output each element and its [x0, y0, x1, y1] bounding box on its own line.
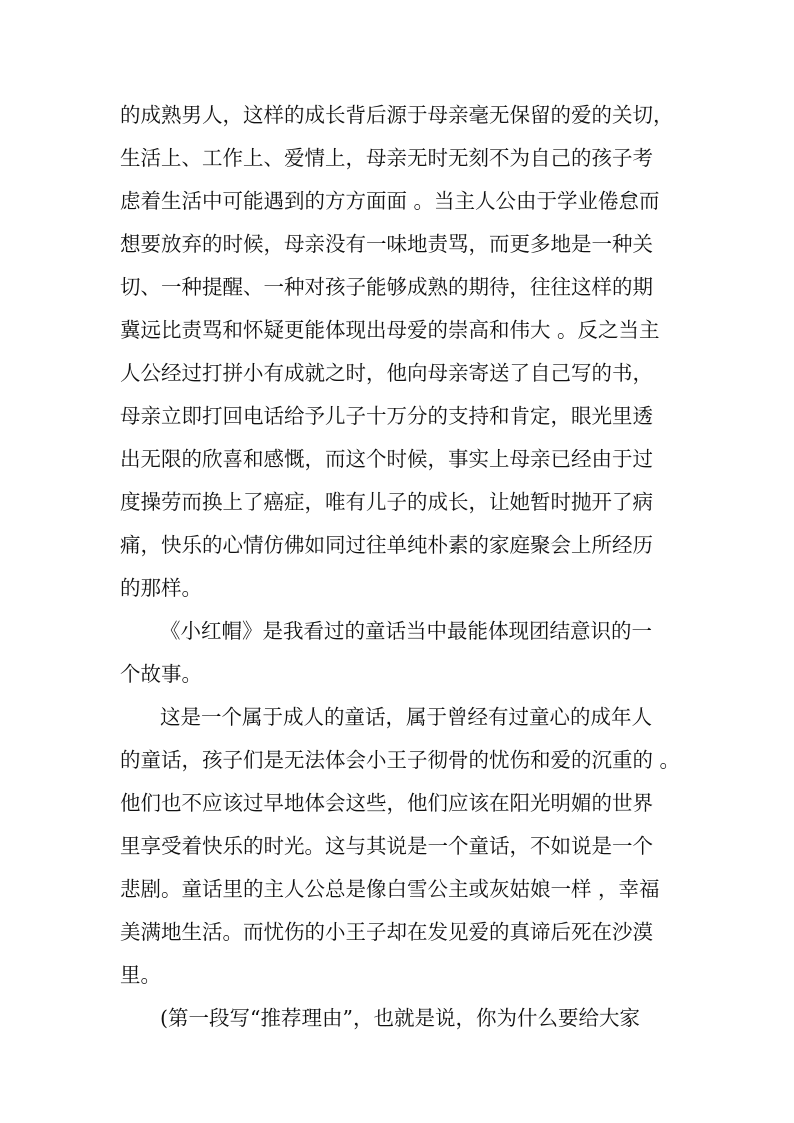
text-line: 里。 [120, 963, 161, 987]
text-line: 的童话，孩子们是无法体会小王子彻骨的忧伤和爱的沉重的 。 [120, 748, 681, 772]
paragraph-first-line: 《小红帽》是我看过的童话当中最能体现团结意识的一 [160, 619, 652, 643]
text-line: 他们也不应该过早地体会这些，他们应该在阳光明媚的世界 [120, 791, 653, 815]
text-line: 痛，快乐的心情仿佛如同过往单纯朴素的家庭聚会上所经历 [120, 533, 653, 557]
text-line: 人公经过打拼小有成就之时，他向母亲寄送了自己写的书， [120, 361, 653, 385]
text-line: 切、一种提醒、一种对孩子能够成熟的期待，往往这样的期 [120, 275, 653, 299]
text-line: 美满地生活。而忧伤的小王子却在发见爱的真谛后死在沙漠 [120, 920, 653, 944]
text-line: 的那样。 [120, 576, 202, 600]
text-line: 的成熟男人，这样的成长背后源于母亲毫无保留的爱的关切， [120, 103, 674, 127]
text-line: 出无限的欣喜和感慨，而这个时候，事实上母亲已经由于过 [120, 447, 653, 471]
text-line: 悲剧。童话里的主人公总是像白雪公主或灰姑娘一样 ，幸福 [120, 877, 660, 901]
text-line: 生活上、工作上、爱情上，母亲无时无刻不为自己的孩子考 [120, 146, 653, 170]
text-line: 母亲立即打回电话给予儿子十万分的支持和肯定，眼光里透 [120, 404, 653, 428]
text-line: 个故事。 [120, 662, 202, 686]
text-line: 度操劳而换上了癌症，唯有儿子的成长，让她暂时抛开了病 [120, 490, 653, 514]
paragraph-first-line: (第一段写“推荐理由”，也就是说，你为什么要给大家 [160, 1006, 640, 1030]
paragraph-first-line: 这是一个属于成人的童话，属于曾经有过童心的成年人 [160, 705, 652, 729]
text-line: 里享受着快乐的时光。这与其说是一个童话，不如说是一个 [120, 834, 653, 858]
text-line: 想要放弃的时候，母亲没有一味地责骂，而更多地是一种关 [120, 232, 653, 256]
text-line: 虑着生活中可能遇到的方方面面 。当主人公由于学业倦怠而 [120, 189, 660, 213]
text-line: 冀远比责骂和怀疑更能体现出母爱的崇高和伟大 。反之当主 [120, 318, 660, 342]
